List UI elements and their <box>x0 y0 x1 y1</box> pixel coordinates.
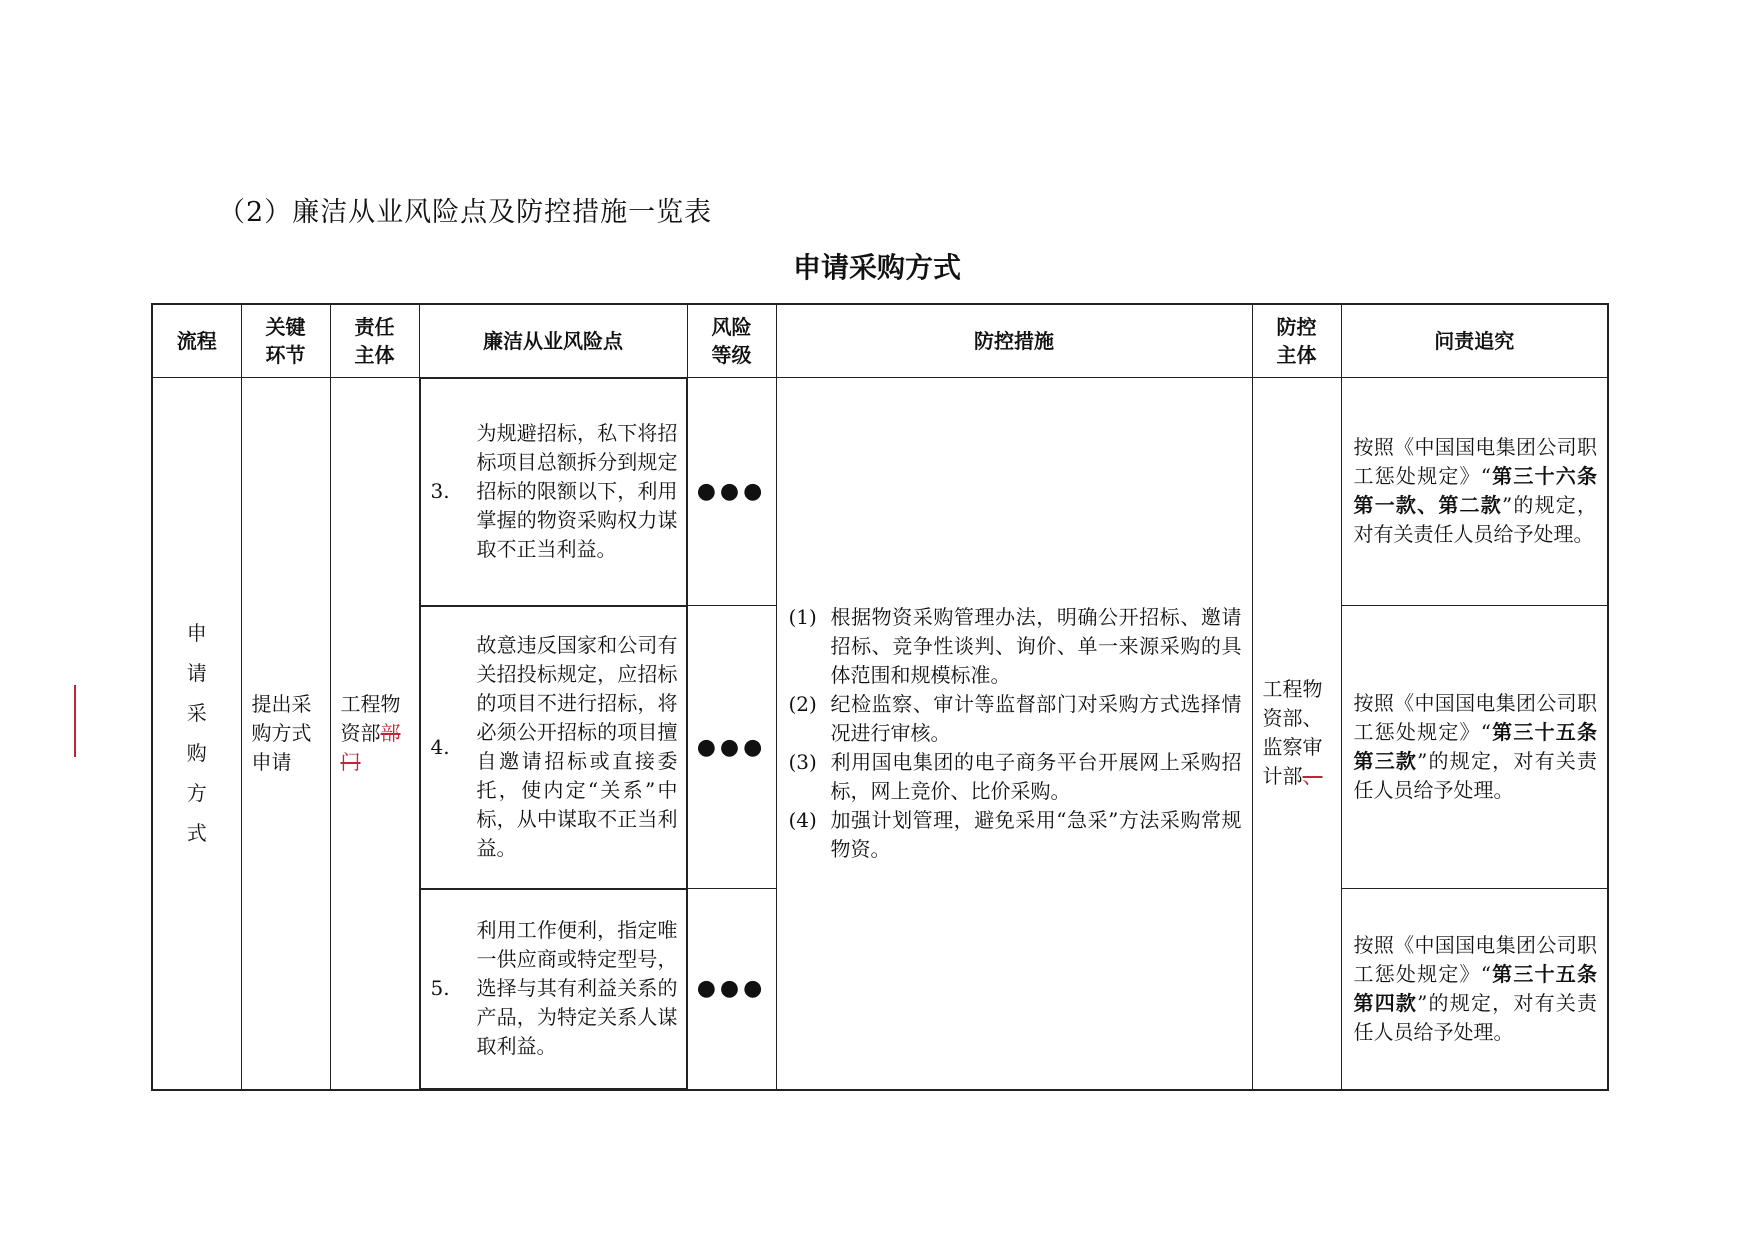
header-owner: 责任 主体 <box>330 304 419 377</box>
risk-control-table <box>151 303 1609 1091</box>
risk-level-5: ●●● <box>687 889 776 1090</box>
header-row <box>152 304 1608 377</box>
table-row <box>152 377 1608 606</box>
measure-item: (3) 利用国电集团的电子商务平台开展网上采购招标，网上竞价、比价采购。 <box>788 749 1242 803</box>
control-owner-cell: 工程物资部、监察审计部、 <box>1252 377 1341 1090</box>
key-step-cell: 提出采购方式申请 <box>241 377 330 1090</box>
header-risk-level: 风险 等级 <box>687 304 776 377</box>
accountability-4: 按照《中国国电集团公司职工惩处规定》“第三十五条第三款”的规定，对有关责任人员给予处理。 <box>1341 606 1608 889</box>
owner-cell: 工程物资部部门 <box>330 377 419 1090</box>
risk-level-3: ●●● <box>687 377 776 606</box>
risk-point-3: 3. 为规避招标，私下将招标项目总额拆分到规定招标的限额以下，利用掌握的物资采购权力谋取不正当利益。 <box>420 378 687 606</box>
table-title: 申请采购方式 <box>792 251 961 284</box>
header-process: 流程 <box>152 304 241 377</box>
measure-item: (4) 加强计划管理，避免采用“急采”方法采购常规物资。 <box>788 807 1242 861</box>
risk-point-5: 5. 利用工作便利，指定唯一供应商或特定型号，选择与其有利益关系的产品，为特定关系人谋取利益。 <box>420 889 687 1089</box>
measure-item: (2) 纪检监察、审计等监督部门对采购方式选择情况进行审核。 <box>788 691 1242 745</box>
section-heading: （2）廉洁从业风险点及防控措施一览表 <box>218 197 713 228</box>
process-cell: 申 请 采 购 方 式 <box>152 377 241 1090</box>
deleted-text: 、 <box>1302 764 1323 788</box>
header-risk-points: 廉洁从业风险点 <box>419 304 687 377</box>
header-accountability: 问责追究 <box>1341 304 1608 377</box>
header-key-step: 关键 环节 <box>241 304 330 377</box>
deleted-text: 部门 <box>340 720 401 774</box>
revision-change-bar <box>74 685 76 757</box>
header-control-owner: 防控 主体 <box>1252 304 1341 377</box>
risk-level-4: ●●● <box>687 606 776 889</box>
measure-item: (1) 根据物资采购管理办法，明确公开招标、邀请招标、竞争性谈判、询价、单一来源采购的具体范围和规模标准。 <box>788 604 1242 687</box>
header-measures: 防控措施 <box>776 304 1252 377</box>
measures-cell <box>776 377 1252 1090</box>
risk-point-4: 4. 故意违反国家和公司有关招投标规定，应招标的项目不进行招标，将必须公开招标的项目擅自邀请招标或直接委托，使内定“关系”中标，从中谋取不正当利益。 <box>420 606 687 889</box>
accountability-3: 按照《中国国电集团公司职工惩处规定》“第三十六条第一款、第二款”的规定，对有关责任人员给予处理。 <box>1341 377 1608 606</box>
accountability-5: 按照《中国国电集团公司职工惩处规定》“第三十五条第四款”的规定，对有关责任人员给予处理。 <box>1341 889 1608 1090</box>
